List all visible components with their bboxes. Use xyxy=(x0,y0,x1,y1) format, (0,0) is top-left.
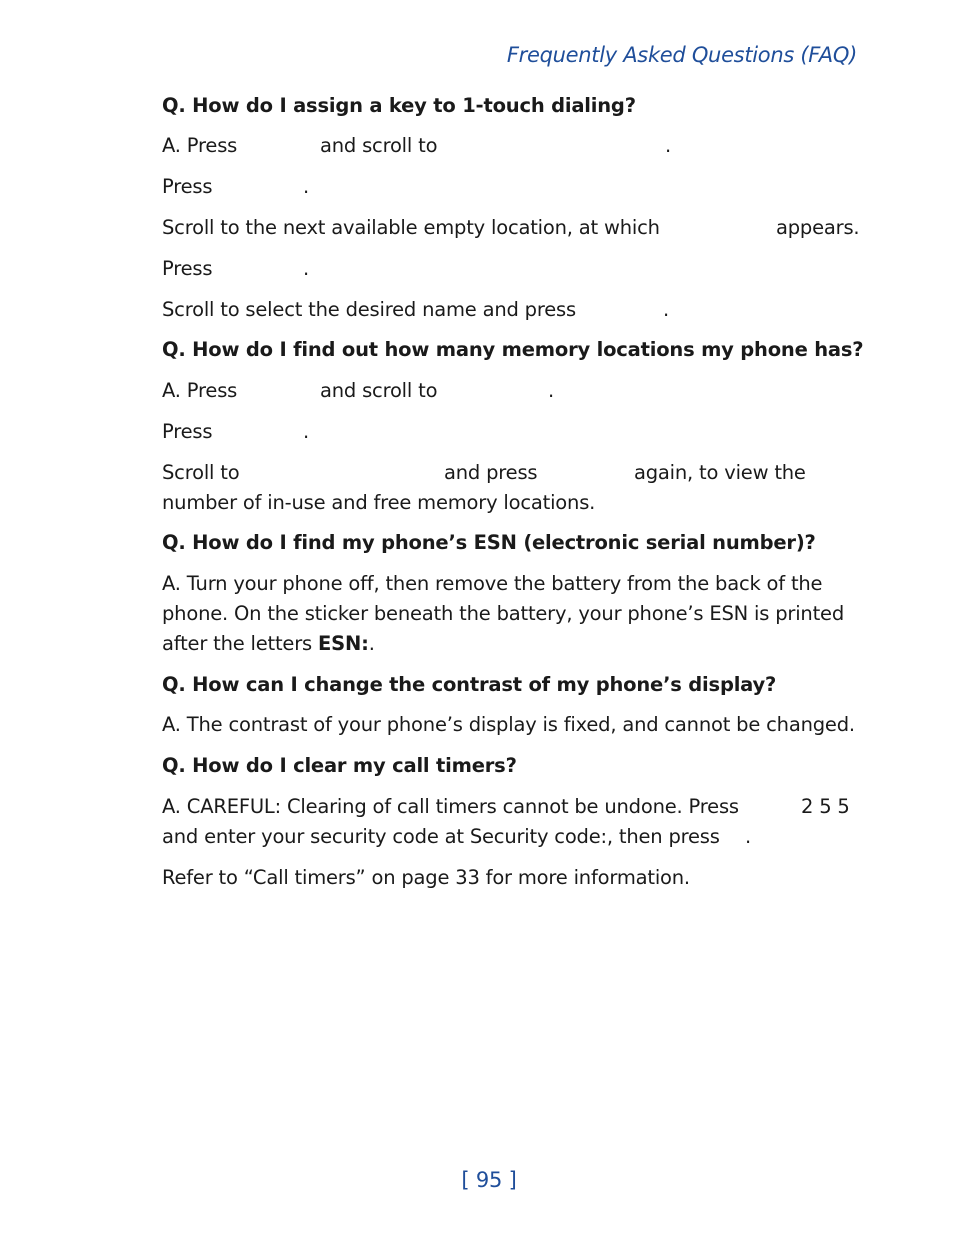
faq-question-call-timers: Q. How do I clear my call timers? xyxy=(162,754,517,777)
answer-text: A. Press xyxy=(162,134,238,157)
answer-text: Scroll to the next available empty location, at which xyxy=(162,216,660,239)
answer-text: A. Press xyxy=(162,379,238,402)
answer-text: . xyxy=(663,298,669,321)
answer-text: Press xyxy=(162,420,213,443)
answer-text: and enter your security code at Security code:, then press xyxy=(162,825,720,848)
answer-text: Press xyxy=(162,257,213,280)
answer-text: after the letters xyxy=(162,632,313,655)
answer-text: . xyxy=(548,379,554,402)
faq-question-esn: Q. How do I find my phone’s ESN (electronic serial number)? xyxy=(162,531,816,554)
answer-text: . xyxy=(303,175,309,198)
answer-text: . xyxy=(665,134,671,157)
answer-text: A. CAREFUL: Clearing of call timers cannot be undone. Press xyxy=(162,795,739,818)
faq-answer-line xyxy=(162,629,375,659)
answer-text: Scroll to xyxy=(162,461,240,484)
faq-question-contrast: Q. How can I change the contrast of my phone’s display? xyxy=(162,673,777,696)
answer-text: appears. xyxy=(776,216,860,239)
answer-text: Scroll to select the desired name and press xyxy=(162,298,576,321)
page-number: [ 95 ] xyxy=(461,1168,517,1192)
answer-text: . xyxy=(303,257,309,280)
running-header: Frequently Asked Questions (FAQ) xyxy=(506,43,857,67)
esn-label: ESN: xyxy=(318,632,369,655)
faq-answer-line: number of in-use and free memory locations. xyxy=(162,491,596,514)
answer-text: and scroll to xyxy=(320,134,438,157)
faq-answer-line: Refer to “Call timers” on page 33 for more information. xyxy=(162,866,690,889)
faq-question-memory-locations: Q. How do I find out how many memory locations my phone has? xyxy=(162,338,864,361)
key-sequence: 2 5 5 xyxy=(801,795,850,818)
answer-text: . xyxy=(303,420,309,443)
faq-answer-line: A. The contrast of your phone’s display is fixed, and cannot be changed. xyxy=(162,713,855,736)
faq-answer-line: A. Turn your phone off, then remove the battery from the back of the xyxy=(162,572,823,595)
faq-answer-line: phone. On the sticker beneath the battery, your phone’s ESN is printed xyxy=(162,602,845,625)
answer-text: . xyxy=(368,632,375,655)
answer-text: and scroll to xyxy=(320,379,438,402)
answer-text: . xyxy=(745,825,751,848)
answer-text: and press xyxy=(444,461,538,484)
answer-text: Press xyxy=(162,175,213,198)
answer-text: again, to view the xyxy=(634,461,806,484)
faq-question-1-touch-dialing: Q. How do I assign a key to 1-touch dialing? xyxy=(162,94,636,117)
